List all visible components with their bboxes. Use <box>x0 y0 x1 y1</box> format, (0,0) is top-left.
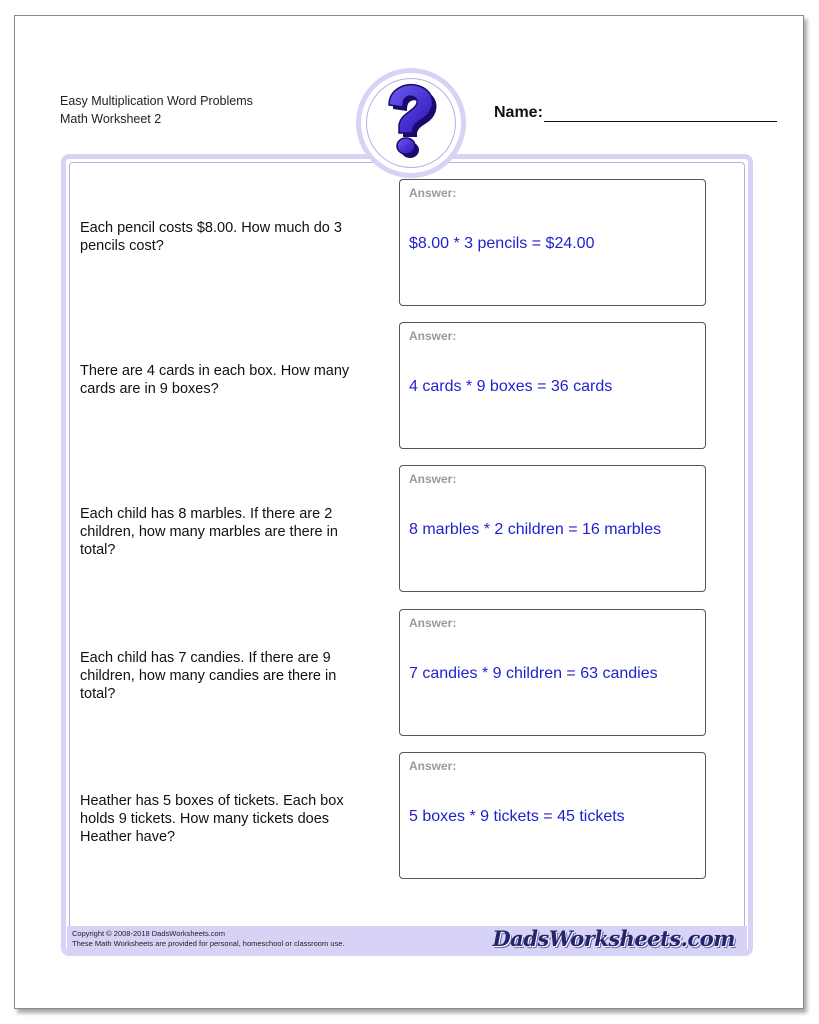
copyright-text: Copyright © 2008-2018 DadsWorksheets.com <box>72 929 225 938</box>
problem-5-question: Heather has 5 boxes of tickets. Each box holds 9 tickets. How many tickets does Heather have? <box>80 793 344 845</box>
title-line-1: Easy Multiplication Word Problems <box>60 94 253 108</box>
worksheet-page <box>14 15 804 1009</box>
problem-4-answer: 7 candies * 9 children = 63 candies <box>409 665 658 682</box>
problem-2-answer-box <box>399 322 706 449</box>
worksheet-title <box>60 92 253 128</box>
name-label: Name: <box>494 104 543 121</box>
answer-label: Answer: <box>409 616 457 630</box>
problem-1-answer: $8.00 * 3 pencils = $24.00 <box>409 235 595 252</box>
problem-2-answer: 4 cards * 9 boxes = 36 cards <box>409 378 613 395</box>
question-mark-icon <box>375 83 447 163</box>
answer-label: Answer: <box>409 186 457 200</box>
worksheet-footer <box>67 926 747 954</box>
problem-1-answer-box <box>399 179 706 306</box>
problem-2-question: There are 4 cards in each box. How many cards are in 9 boxes? <box>80 363 350 397</box>
answer-label: Answer: <box>409 472 457 486</box>
problem-3-answer-box <box>399 465 706 592</box>
problem-1-question: Each pencil costs $8.00. How much do 3 pencils cost? <box>80 220 342 254</box>
problem-3-question: Each child has 8 marbles. If there are 2 children, how many marbles are there in total? <box>80 506 338 558</box>
problem-5-answer-box <box>399 752 706 879</box>
title-line-2: Math Worksheet 2 <box>60 112 162 126</box>
name-field <box>494 104 777 122</box>
question-badge <box>356 68 466 178</box>
problem-3-answer: 8 marbles * 2 children = 16 marbles <box>409 521 662 538</box>
dadsworksheets-logo: DadsWorksheets.com <box>492 926 735 951</box>
name-blank-line <box>544 105 777 122</box>
answer-label: Answer: <box>409 329 457 343</box>
problem-4-question: Each child has 7 candies. If there are 9 children, how many candies are there in total? <box>80 650 337 702</box>
answer-label: Answer: <box>409 759 457 773</box>
usage-text: These Math Worksheets are provided for personal, homeschool or classroom use. <box>72 939 345 948</box>
problem-4-answer-box <box>399 609 706 736</box>
problem-5-answer: 5 boxes * 9 tickets = 45 tickets <box>409 808 625 825</box>
footer-copyright-block <box>72 929 345 949</box>
